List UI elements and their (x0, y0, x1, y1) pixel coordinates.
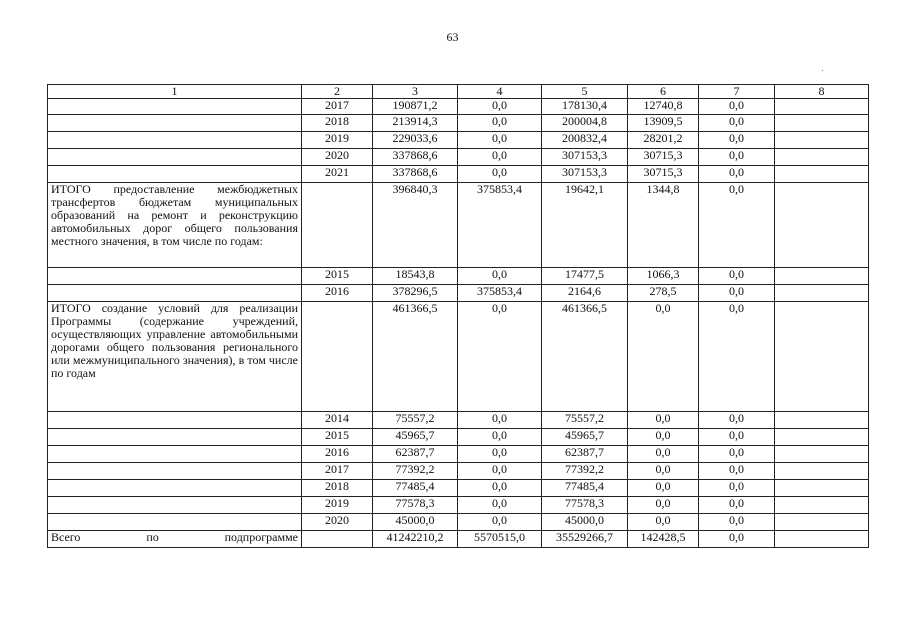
row-year-cell: 2020 (302, 149, 373, 166)
row-col5-cell: 307153,3 (542, 149, 628, 166)
row-col4-cell: 0,0 (458, 429, 542, 446)
row-col6-cell: 28201,2 (628, 132, 699, 149)
row-col6-cell: 12740,8 (628, 99, 699, 115)
row-col7-cell: 0,0 (699, 166, 775, 183)
row-col7-cell: 0,0 (699, 446, 775, 463)
row-col8-cell (775, 149, 869, 166)
row-total-cell: 337868,6 (373, 166, 458, 183)
row-col7-cell: 0,0 (699, 115, 775, 132)
row-col7-cell: 0,0 (699, 149, 775, 166)
row-col6-cell: 0,0 (628, 302, 699, 412)
row-col4-cell: 0,0 (458, 115, 542, 132)
row-total-cell: 45965,7 (373, 429, 458, 446)
page-number: 63 (446, 30, 459, 44)
row-col6-cell: 0,0 (628, 429, 699, 446)
table-body (48, 85, 869, 548)
row-description-cell (48, 412, 302, 429)
row-description-cell (48, 132, 302, 149)
table-row (48, 268, 869, 285)
row-total-cell: 461366,5 (373, 302, 458, 412)
table-row (48, 446, 869, 463)
row-col6-cell: 0,0 (628, 514, 699, 531)
row-col4-cell: 0,0 (458, 268, 542, 285)
row-col7-cell: 0,0 (699, 497, 775, 514)
row-col5-cell: 200832,4 (542, 132, 628, 149)
row-col5-cell: 77392,2 (542, 463, 628, 480)
table-row (48, 183, 869, 268)
table-row (48, 497, 869, 514)
row-col7-cell: 0,0 (699, 531, 775, 548)
row-col8-cell (775, 268, 869, 285)
row-col6-cell: 0,0 (628, 463, 699, 480)
row-col5-cell: 461366,5 (542, 302, 628, 412)
row-year-cell: 2020 (302, 514, 373, 531)
row-col4-cell: 0,0 (458, 99, 542, 115)
row-total-cell: 378296,5 (373, 285, 458, 302)
row-col6-cell: 30715,3 (628, 166, 699, 183)
row-col5-cell: 2164,6 (542, 285, 628, 302)
row-total-cell: 41242210,2 (373, 531, 458, 548)
row-col4-cell: 375853,4 (458, 285, 542, 302)
row-col7-cell: 0,0 (699, 429, 775, 446)
row-col7-cell: 0,0 (699, 132, 775, 149)
row-col7-cell: 0,0 (699, 302, 775, 412)
budget-table (47, 84, 869, 548)
header-cell: 7 (699, 85, 775, 99)
row-col7-cell: 0,0 (699, 268, 775, 285)
table-row (48, 149, 869, 166)
row-col8-cell (775, 302, 869, 412)
row-col6-cell: 0,0 (628, 446, 699, 463)
row-description-cell (48, 463, 302, 480)
row-total-cell: 337868,6 (373, 149, 458, 166)
table-row (48, 302, 869, 412)
row-year-cell: 2019 (302, 497, 373, 514)
row-total-cell: 77485,4 (373, 480, 458, 497)
row-description-cell (48, 115, 302, 132)
row-col8-cell (775, 99, 869, 115)
row-col6-cell: 30715,3 (628, 149, 699, 166)
row-year-cell: 2019 (302, 132, 373, 149)
row-description-cell (48, 497, 302, 514)
row-col5-cell: 77578,3 (542, 497, 628, 514)
row-col5-cell: 77485,4 (542, 480, 628, 497)
row-description-cell (48, 99, 302, 115)
header-cell: 2 (302, 85, 373, 99)
row-col6-cell: 278,5 (628, 285, 699, 302)
row-description-cell (48, 268, 302, 285)
table-row (48, 99, 869, 115)
row-description-cell: ИТОГО предоставление межбюджетных трансфертов бюджетам муниципальных образований на ремонт и реконструкцию автомобильных дорог общего пользования местного значения, в том числе по годам: (48, 183, 302, 268)
row-total-cell: 18543,8 (373, 268, 458, 285)
row-year-cell: 2015 (302, 268, 373, 285)
row-col4-cell: 0,0 (458, 149, 542, 166)
row-description-cell (48, 166, 302, 183)
row-year-cell: 2018 (302, 115, 373, 132)
row-col4-cell: 375853,4 (458, 183, 542, 268)
table-row (48, 166, 869, 183)
row-description-cell (48, 446, 302, 463)
table-header-row (48, 85, 869, 99)
row-year-cell (302, 302, 373, 412)
row-col4-cell: 0,0 (458, 514, 542, 531)
table-row (48, 531, 869, 548)
row-year-cell: 2016 (302, 446, 373, 463)
row-total-cell: 62387,7 (373, 446, 458, 463)
row-total-cell: 45000,0 (373, 514, 458, 531)
row-description-cell (48, 149, 302, 166)
header-cell: 8 (775, 85, 869, 99)
scan-speck (822, 70, 823, 71)
row-col8-cell (775, 115, 869, 132)
row-col4-cell: 0,0 (458, 463, 542, 480)
row-col5-cell: 178130,4 (542, 99, 628, 115)
row-col6-cell: 142428,5 (628, 531, 699, 548)
row-total-cell: 77392,2 (373, 463, 458, 480)
row-col5-cell: 307153,3 (542, 166, 628, 183)
table-row (48, 285, 869, 302)
row-col8-cell (775, 514, 869, 531)
row-year-cell: 2021 (302, 166, 373, 183)
row-col6-cell: 1066,3 (628, 268, 699, 285)
table-row (48, 115, 869, 132)
table-row (48, 514, 869, 531)
header-cell: 3 (373, 85, 458, 99)
row-year-cell: 2017 (302, 463, 373, 480)
row-col8-cell (775, 183, 869, 268)
row-total-cell: 396840,3 (373, 183, 458, 268)
row-col6-cell: 0,0 (628, 480, 699, 497)
row-col8-cell (775, 429, 869, 446)
row-col5-cell: 200004,8 (542, 115, 628, 132)
row-total-cell: 213914,3 (373, 115, 458, 132)
row-total-cell: 229033,6 (373, 132, 458, 149)
row-description-cell (48, 429, 302, 446)
row-total-cell: 190871,2 (373, 99, 458, 115)
row-col8-cell (775, 480, 869, 497)
row-col6-cell: 0,0 (628, 497, 699, 514)
row-col8-cell (775, 132, 869, 149)
row-col5-cell: 45965,7 (542, 429, 628, 446)
table-row (48, 412, 869, 429)
row-col7-cell: 0,0 (699, 480, 775, 497)
row-col7-cell: 0,0 (699, 463, 775, 480)
row-col8-cell (775, 446, 869, 463)
row-description-cell: ИТОГО создание условий для реализации Программы (содержание учреждений, осуществляющих управление автомобильными дорогами общего пользования регионального или межмуниципального значения), в том числе по годам (48, 302, 302, 412)
row-col4-cell: 0,0 (458, 446, 542, 463)
row-col5-cell: 75557,2 (542, 412, 628, 429)
row-col8-cell (775, 285, 869, 302)
row-description-cell: Всего по подпрограмме (48, 531, 302, 548)
row-col8-cell (775, 463, 869, 480)
row-col6-cell: 0,0 (628, 412, 699, 429)
header-cell: 1 (48, 85, 302, 99)
row-col5-cell: 19642,1 (542, 183, 628, 268)
row-col6-cell: 1344,8 (628, 183, 699, 268)
row-col7-cell: 0,0 (699, 183, 775, 268)
row-col4-cell: 0,0 (458, 497, 542, 514)
row-description-cell (48, 480, 302, 497)
table-row (48, 132, 869, 149)
row-total-cell: 77578,3 (373, 497, 458, 514)
row-year-cell (302, 183, 373, 268)
header-cell: 5 (542, 85, 628, 99)
row-year-cell: 2017 (302, 99, 373, 115)
row-col4-cell: 0,0 (458, 302, 542, 412)
table-row (48, 429, 869, 446)
row-col7-cell: 0,0 (699, 412, 775, 429)
row-col5-cell: 45000,0 (542, 514, 628, 531)
row-col7-cell: 0,0 (699, 285, 775, 302)
row-year-cell: 2016 (302, 285, 373, 302)
row-year-cell: 2018 (302, 480, 373, 497)
row-description-cell (48, 514, 302, 531)
row-col8-cell (775, 497, 869, 514)
row-col5-cell: 62387,7 (542, 446, 628, 463)
row-col8-cell (775, 531, 869, 548)
header-cell: 4 (458, 85, 542, 99)
table-row (48, 463, 869, 480)
row-col4-cell: 0,0 (458, 412, 542, 429)
row-year-cell: 2015 (302, 429, 373, 446)
row-col8-cell (775, 412, 869, 429)
row-total-cell: 75557,2 (373, 412, 458, 429)
row-col5-cell: 17477,5 (542, 268, 628, 285)
row-col5-cell: 35529266,7 (542, 531, 628, 548)
row-col4-cell: 0,0 (458, 166, 542, 183)
row-year-cell (302, 531, 373, 548)
row-year-cell: 2014 (302, 412, 373, 429)
header-cell: 6 (628, 85, 699, 99)
row-col7-cell: 0,0 (699, 99, 775, 115)
row-col4-cell: 0,0 (458, 480, 542, 497)
row-col4-cell: 0,0 (458, 132, 542, 149)
row-col8-cell (775, 166, 869, 183)
table-row (48, 480, 869, 497)
row-col4-cell: 5570515,0 (458, 531, 542, 548)
row-description-cell (48, 285, 302, 302)
row-col7-cell: 0,0 (699, 514, 775, 531)
row-col6-cell: 13909,5 (628, 115, 699, 132)
